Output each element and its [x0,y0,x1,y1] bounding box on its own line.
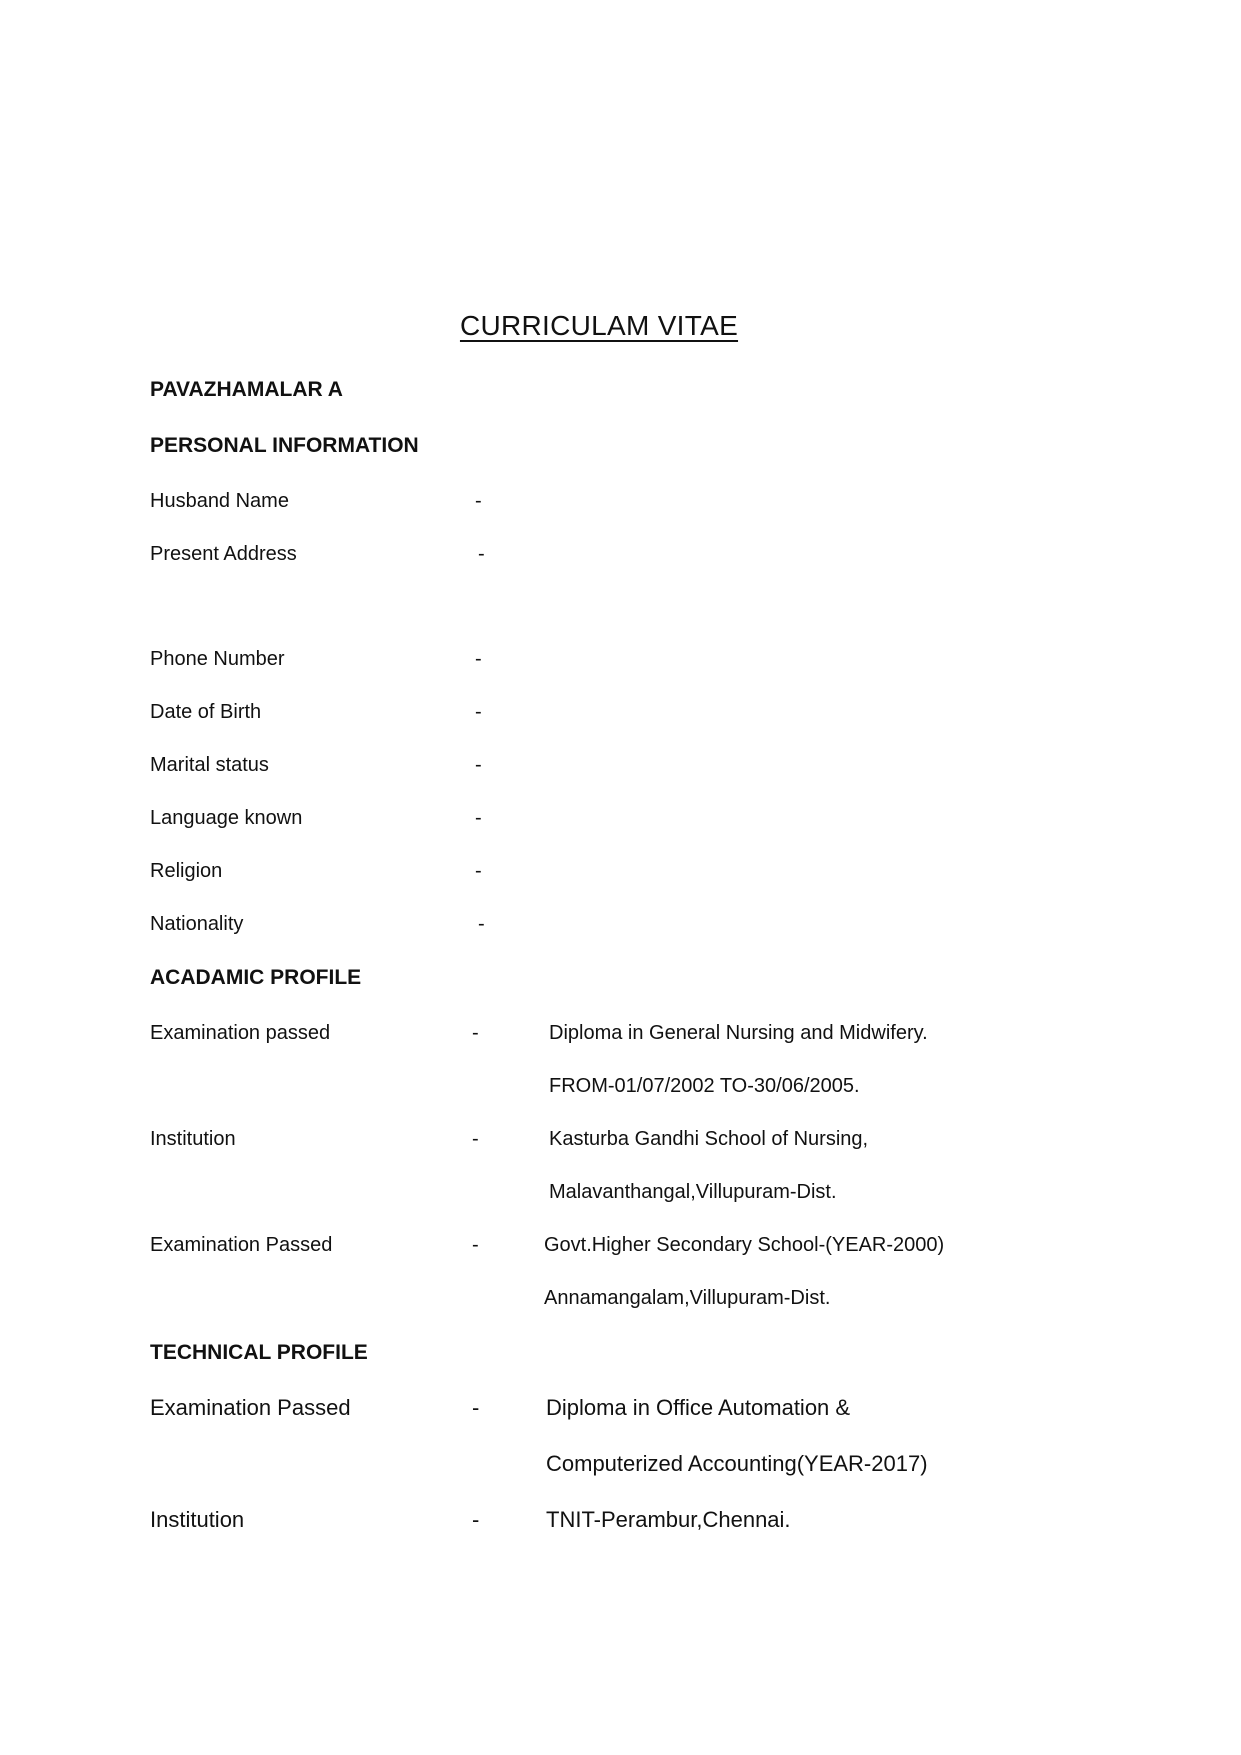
academic-exam-label: Examination passed [150,1022,331,1044]
nationality-separator: - [478,913,485,935]
technical-exam-label: Examination Passed [150,1395,351,1420]
academic-institution-separator: - [472,1128,479,1150]
technical-profile-heading: TECHNICAL PROFILE [150,1341,368,1364]
technical-institution-label: Institution [150,1507,245,1532]
phone-number-separator: - [475,648,482,670]
nationality-label: Nationality [150,913,244,935]
technical-exam-separator: - [472,1395,480,1420]
academic-exam-value: Diploma in General Nursing and Midwifery. [549,1022,928,1044]
language-known-separator: - [475,807,482,829]
candidate-name: PAVAZHAMALAR A [150,378,343,401]
husband-name-label: Husband Name [150,490,289,512]
document-title: CURRICULAM VITAE [459,310,739,341]
academic-profile-heading: ACADAMIC PROFILE [150,966,362,989]
marital-status-separator: - [475,754,482,776]
school-location: Annamangalam,Villupuram-Dist. [544,1287,831,1309]
academic-institution-value: Kasturba Gandhi School of Nursing, [549,1128,869,1150]
date-of-birth-separator: - [475,701,482,723]
phone-number-label: Phone Number [150,648,285,670]
technical-institution-separator: - [472,1507,480,1532]
technical-exam-value: Diploma in Office Automation & [546,1395,851,1420]
academic-institution-location: Malavanthangal,Villupuram-Dist. [549,1181,837,1203]
personal-information-heading: PERSONAL INFORMATION [150,434,419,457]
technical-exam-value-continued: Computerized Accounting(YEAR-2017) [546,1451,928,1476]
academic-exam-separator: - [472,1022,479,1044]
present-address-separator: - [478,543,485,565]
academic-institution-label: Institution [150,1128,236,1150]
school-exam-label: Examination Passed [150,1234,333,1256]
husband-name-separator: - [475,490,482,512]
school-exam-value: Govt.Higher Secondary School-(YEAR-2000) [544,1234,945,1256]
religion-label: Religion [150,860,223,882]
school-exam-separator: - [472,1234,479,1256]
date-of-birth-label: Date of Birth [150,701,262,723]
technical-institution-value: TNIT-Perambur,Chennai. [546,1507,791,1532]
religion-separator: - [475,860,482,882]
language-known-label: Language known [150,807,303,829]
marital-status-label: Marital status [150,754,269,776]
present-address-label: Present Address [150,543,297,565]
academic-exam-period: FROM-01/07/2002 TO-30/06/2005. [549,1075,860,1097]
